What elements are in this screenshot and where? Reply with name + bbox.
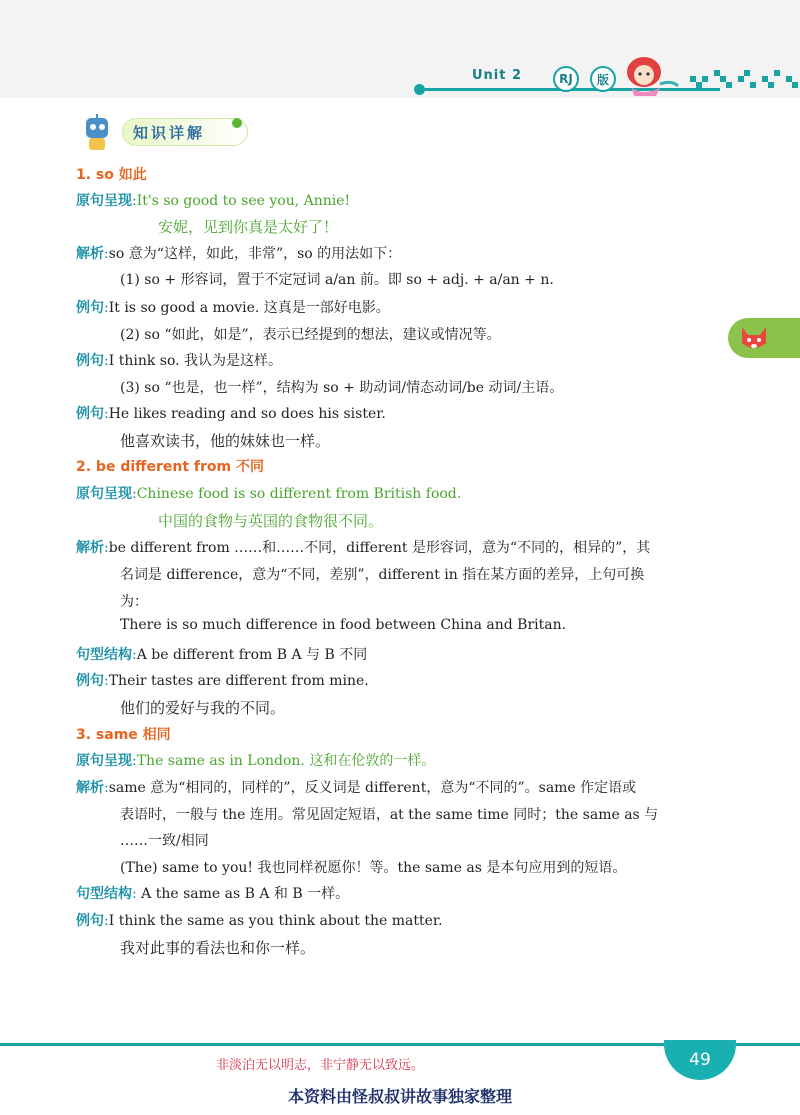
fox-mascot-icon [738, 323, 770, 353]
content-line: ……一致/相同 [120, 833, 209, 849]
content-line: 句型结构:A be different from B A 与 B 不同 [76, 647, 368, 663]
line-label: 例句 [76, 300, 104, 316]
content-line: (The) same to you! 我也同样祝愿你！等。the same as 是本句应用到的短语。 [120, 860, 627, 876]
content-line: 例句:It is so good a movie. 这真是一部好电影。 [76, 300, 390, 316]
banner-dot [232, 118, 242, 128]
line-text: It's so good to see you, Annie! [136, 193, 351, 209]
line-label: 例句 [76, 353, 104, 369]
item-heading: 2. be different from 不同 [76, 459, 264, 475]
line-text: so 意为“这样，如此，非常”，so 的用法如下： [108, 246, 402, 262]
line-text: It is so good a movie. 这真是一部好电影。 [108, 300, 390, 316]
line-text: He likes reading and so does his sister. [108, 406, 386, 422]
content-line: (3) so “也是，也一样”，结构为 so + 助动词/情态动词/be 动词/主语。 [120, 380, 564, 396]
line-text: same 意为“相同的，同样的”，反义词是 different，意为“不同的”。same 作定语或 [108, 780, 637, 796]
content-line: 例句:Their tastes are different from mine. [76, 673, 369, 689]
line-text: Their tastes are different from mine. [108, 673, 369, 689]
mascot-girl-icon [612, 50, 682, 98]
line-text: I think the same as you think about the matter. [108, 913, 443, 929]
content-line: 原句呈现:It's so good to see you, Annie! [76, 193, 351, 209]
checker-pattern-decoration [690, 70, 800, 92]
line-label: 解析 [76, 246, 104, 262]
line-label: 原句呈现 [76, 193, 132, 209]
content-line: 中国的食物与英国的食物很不同。 [158, 512, 384, 530]
content-line: 表语时，一般与 the 连用。常见固定短语，at the same time 同时；the same as 与 [120, 807, 659, 823]
content-line: 句型结构: A the same as B A 和 B 一样。 [76, 886, 350, 902]
line-text: be different from ……和……不同，different 是形容词，意为“不同的，相异的”，其 [108, 540, 651, 556]
line-label: 解析 [76, 780, 104, 796]
line-label: 原句呈现 [76, 486, 132, 502]
content-line: 他们的爱好与我的不同。 [120, 699, 286, 717]
line-label: 句型结构 [76, 886, 132, 902]
line-text: I think so. 我认为是这样。 [108, 353, 283, 369]
content-line: 解析:so 意为“这样，如此，非常”，so 的用法如下： [76, 246, 402, 262]
content-line: 我对此事的看法也和你一样。 [120, 939, 316, 957]
line-label: 例句 [76, 673, 104, 689]
edition-badge-ban: 版 [590, 66, 616, 92]
edition-badge-rj: RJ [553, 66, 579, 92]
line-text: A be different from B A 与 B 不同 [136, 647, 368, 663]
credit-line: 本资料由怪叔叔讲故事独家整理 [287, 1087, 512, 1106]
content-line: (1) so + 形容词，置于不定冠词 a/an 前。即 so + adj. + a/an + n. [120, 272, 554, 288]
header-rule-dot [414, 84, 425, 95]
content-line: 例句:I think so. 我认为是这样。 [76, 353, 283, 369]
footer-motto: 非淡泊无以明志，非宁静无以致远。 [215, 1058, 424, 1073]
content-line: 原句呈现:The same as in London. 这和在伦敦的一样。 [76, 753, 436, 769]
line-label: 解析 [76, 540, 104, 556]
item-heading: 1. so 如此 [76, 167, 147, 183]
content-line: 例句:He likes reading and so does his sister. [76, 406, 386, 422]
line-label: 例句 [76, 406, 104, 422]
section-title: 知识详解 [122, 118, 248, 146]
content-line: 安妮，见到你真是太好了！ [158, 218, 339, 236]
line-text: A the same as B A 和 B 一样。 [136, 886, 350, 902]
line-label: 句型结构 [76, 647, 132, 663]
robot-mascot-icon [78, 114, 118, 154]
content-line: 例句:I think the same as you think about the matter. [76, 913, 443, 929]
content-line: 为： [120, 594, 148, 610]
item-heading: 3. same 相同 [76, 727, 171, 743]
line-text: Chinese food is so different from British food. [136, 486, 462, 502]
content-line: (2) so “如此，如是”，表示已经提到的想法，建议或情况等。 [120, 327, 501, 343]
line-text: The same as in London. 这和在伦敦的一样。 [136, 753, 436, 769]
content-line: 解析:be different from ……和……不同，different 是形容词，意为“不同的，相异的”，其 [76, 540, 651, 556]
content-line: 名词是 difference，意为“不同，差别”，different in 指在某方面的差异，上句可换 [120, 567, 645, 583]
content-line: 解析:same 意为“相同的，同样的”，反义词是 different，意为“不同的”。same 作定语或 [76, 780, 637, 796]
line-label: 原句呈现 [76, 753, 132, 769]
line-label: 例句 [76, 913, 104, 929]
content-line: There is so much difference in food between China and Britan. [120, 617, 567, 633]
content-line: 他喜欢读书，他的妹妹也一样。 [120, 432, 331, 450]
unit-label: Unit 2 [472, 68, 523, 83]
page-number: 49 [664, 1040, 736, 1080]
content-line: 原句呈现:Chinese food is so different from British food. [76, 486, 462, 502]
